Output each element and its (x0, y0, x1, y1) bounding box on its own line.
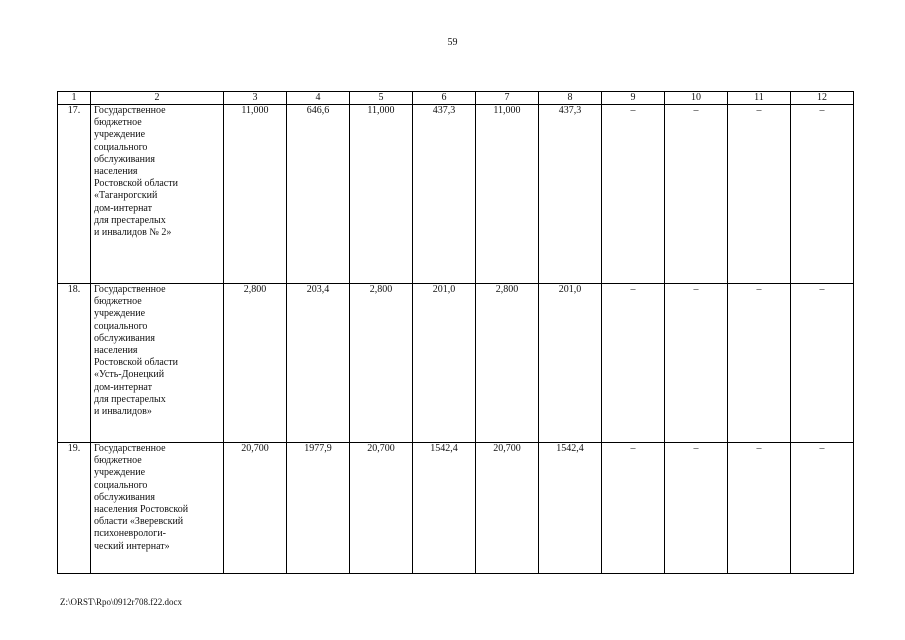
table-cell: 201,0 (539, 284, 602, 443)
column-header: 7 (476, 92, 539, 105)
row-number-cell: 17. (58, 105, 91, 284)
table-cell: – (728, 443, 791, 574)
page-number: 59 (447, 37, 458, 48)
column-header: 6 (413, 92, 476, 105)
column-header: 10 (665, 92, 728, 105)
table-cell: – (602, 105, 665, 284)
column-header: 9 (602, 92, 665, 105)
table-cell: – (602, 443, 665, 574)
table-cell: 11,000 (350, 105, 413, 284)
table-cell: – (602, 284, 665, 443)
table-cell: 20,700 (224, 443, 287, 574)
table-cell: 437,3 (539, 105, 602, 284)
institution-name-cell: Государственное бюджетное учреждение социального обслуживания населения Ростовской области «Усть-Донецкий дом-интернат для престарелых и инвалидов» (91, 284, 224, 443)
column-header: 5 (350, 92, 413, 105)
table-row (58, 105, 854, 284)
table-cell: 20,700 (476, 443, 539, 574)
column-header: 3 (224, 92, 287, 105)
table-cell: – (791, 105, 854, 284)
row-number-cell: 19. (58, 443, 91, 574)
column-header: 4 (287, 92, 350, 105)
column-header: 1 (58, 92, 91, 105)
table-cell: – (791, 284, 854, 443)
table-cell: 2,800 (350, 284, 413, 443)
table-header-row (58, 92, 854, 105)
table-cell: 11,000 (476, 105, 539, 284)
table-cell: 201,0 (413, 284, 476, 443)
table-row (58, 284, 854, 443)
column-header: 11 (728, 92, 791, 105)
table-cell: – (665, 284, 728, 443)
table-cell: 646,6 (287, 105, 350, 284)
institution-name-cell: Государственное бюджетное учреждение социального обслуживания населения Ростовской области «Зверевский психоневрологи- ческий интернат» (91, 443, 224, 574)
column-header: 12 (791, 92, 854, 105)
table-cell: 2,800 (224, 284, 287, 443)
table-cell: 11,000 (224, 105, 287, 284)
table-row (58, 443, 854, 574)
table-cell: – (665, 105, 728, 284)
table-cell: 437,3 (413, 105, 476, 284)
table-cell: 203,4 (287, 284, 350, 443)
data-table (57, 91, 854, 574)
table-cell: 2,800 (476, 284, 539, 443)
row-number-cell: 18. (58, 284, 91, 443)
column-header: 2 (91, 92, 224, 105)
file-path-footer: Z:\ORST\Rpo\0912r708.f22.docx (60, 597, 182, 607)
table-cell: – (728, 105, 791, 284)
table-cell: 20,700 (350, 443, 413, 574)
table-cell: – (665, 443, 728, 574)
table-cell: – (728, 284, 791, 443)
table-cell: 1542,4 (539, 443, 602, 574)
table-cell: – (791, 443, 854, 574)
table-cell: 1977,9 (287, 443, 350, 574)
institution-name-cell: Государственное бюджетное учреждение социального обслуживания населения Ростовской области «Таганрогский дом-интернат для престарелых и инвалидов № 2» (91, 105, 224, 284)
column-header: 8 (539, 92, 602, 105)
table-cell: 1542,4 (413, 443, 476, 574)
